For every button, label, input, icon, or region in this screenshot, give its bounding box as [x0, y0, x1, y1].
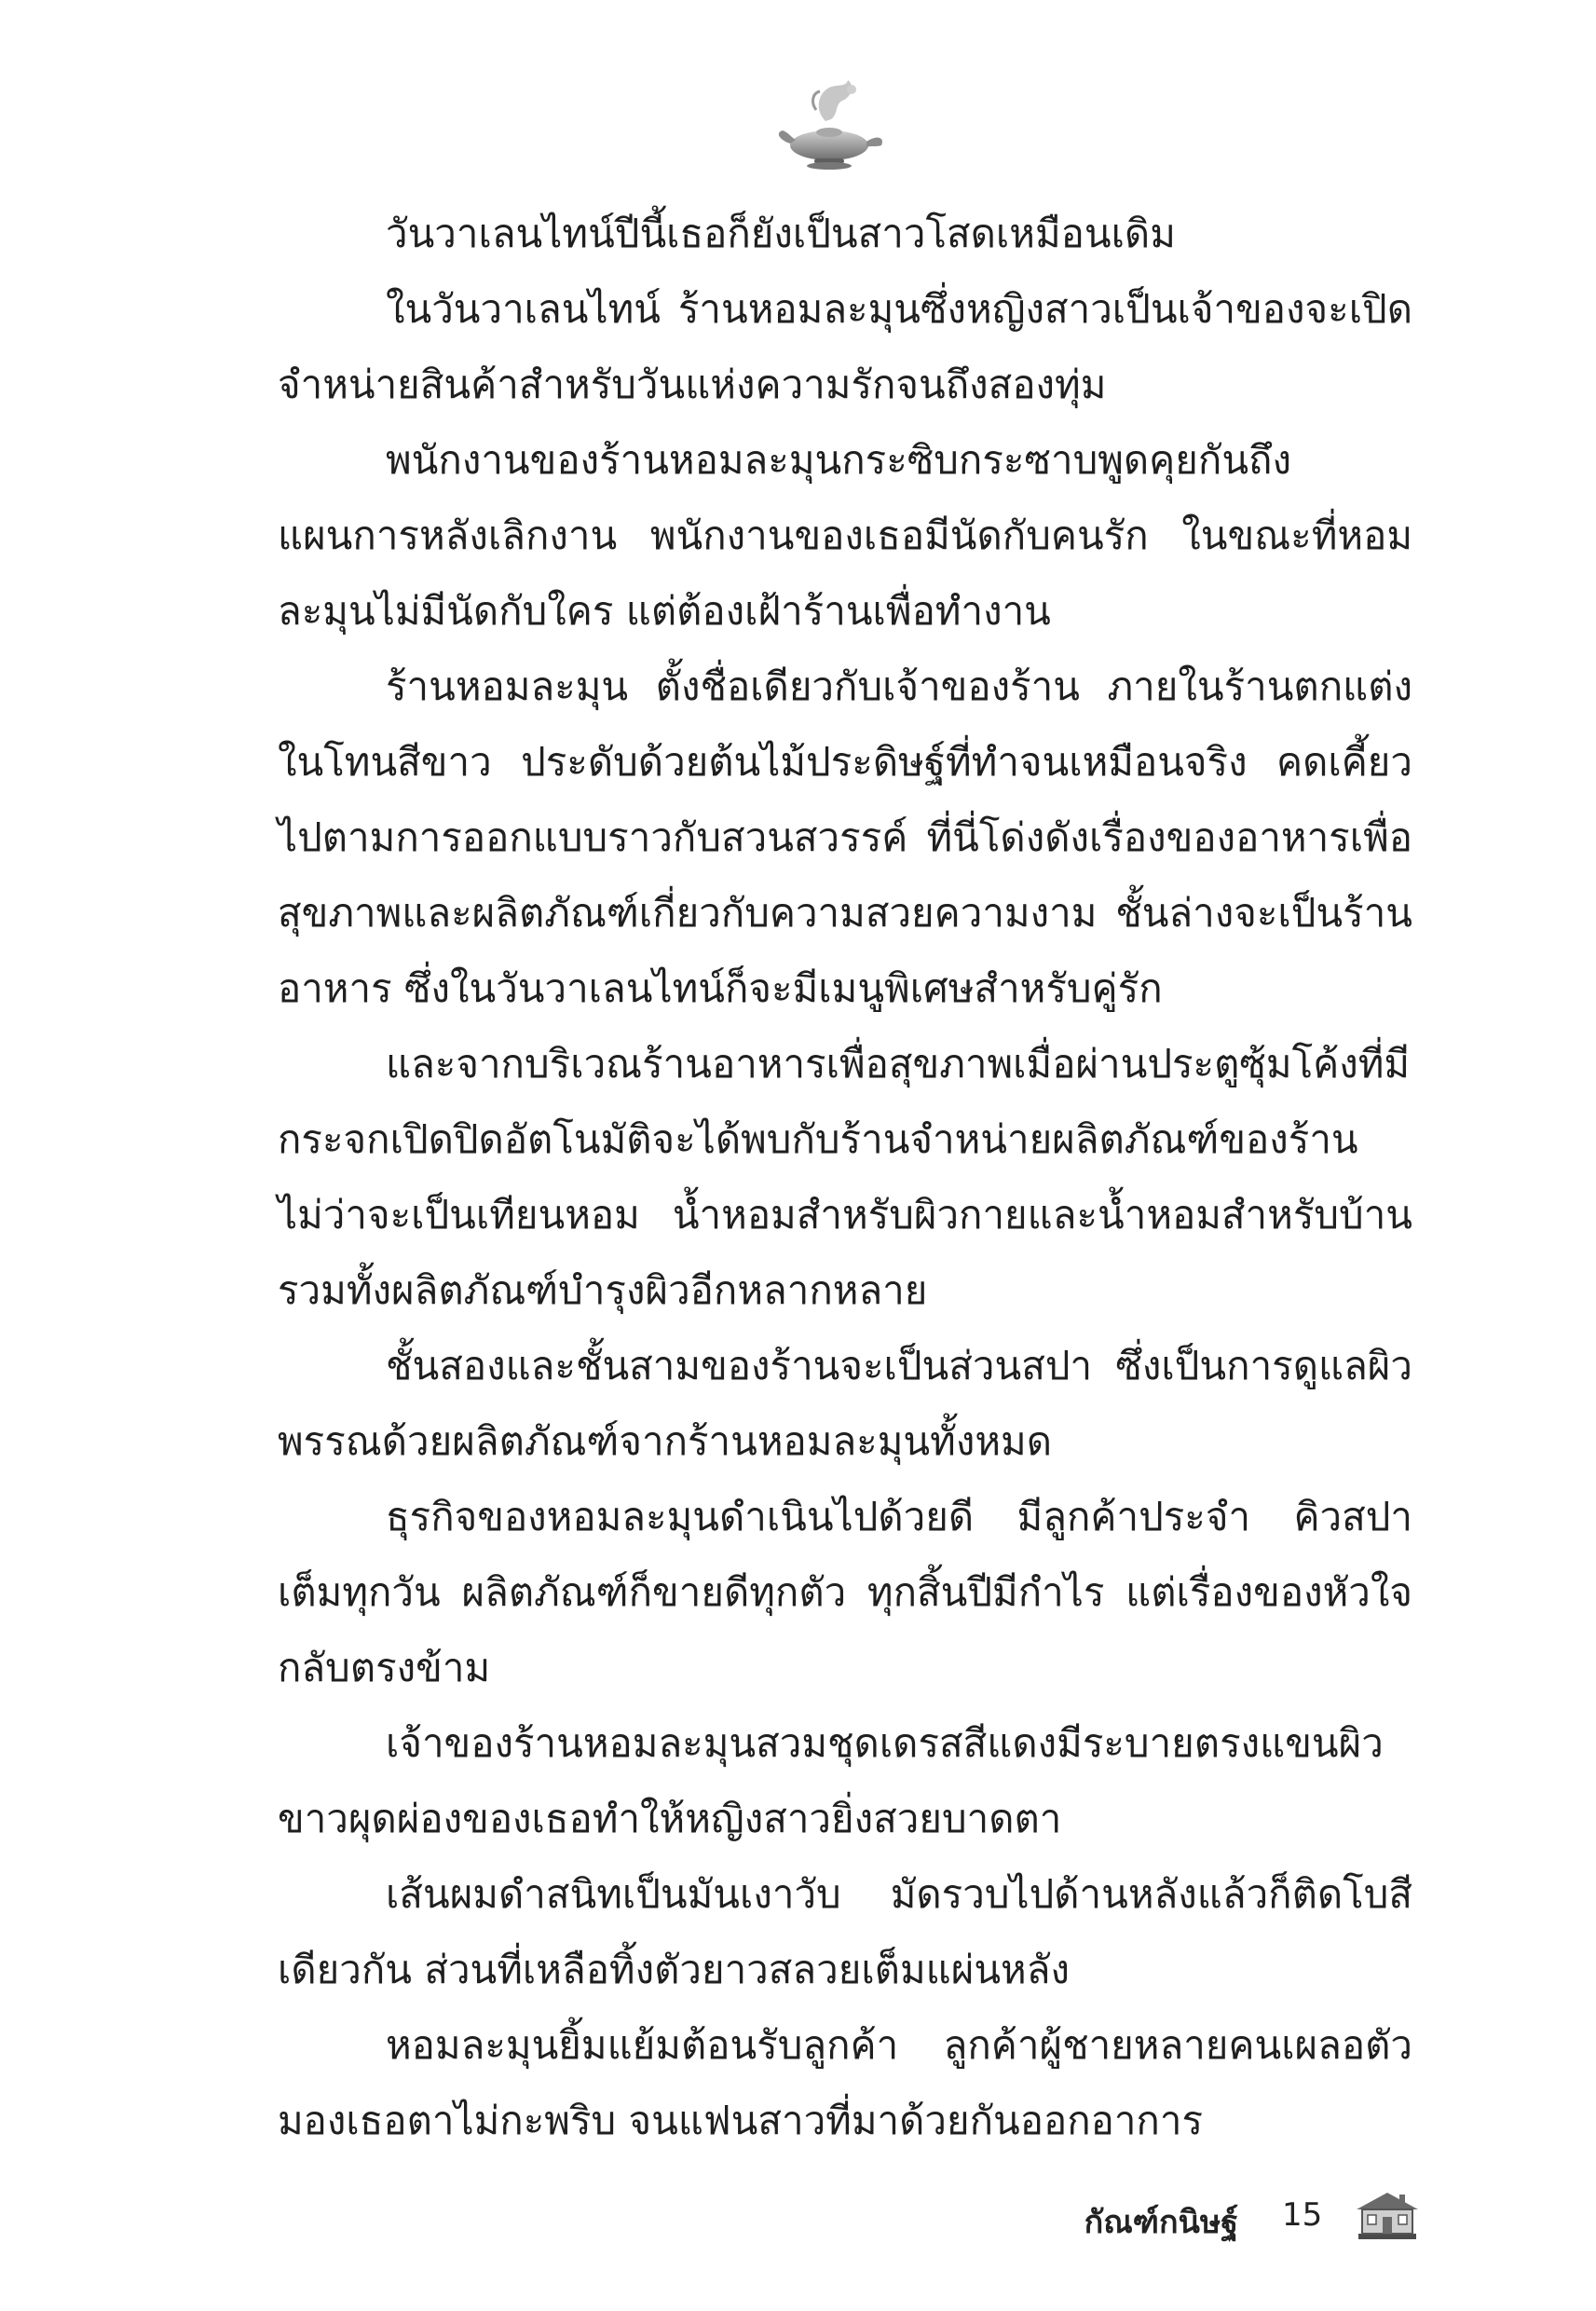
book-title: กัณฑ์กนิษฐ์ — [1084, 2204, 1238, 2241]
paragraph: วันวาเลนไทน์ปีนี้เธอก็ยังเป็นสาวโสดเหมือนเดิม — [386, 211, 1176, 256]
paragraph: เส้นผมดำสนิทเป็นมันเงาวับ มัดรวบไปด้านหลังแล้วก็ติดโบสีเดียวกัน ส่วนที่เหลือทิ้งตัวยาวสลวยเต็มแผ่นหลัง — [278, 1871, 1412, 1992]
paragraph: ในวันวาเลนไทน์ ร้านหอมละมุนซึ่งหญิงสาวเป็นเจ้าของจะเปิดจำหน่ายสินค้าสำหรับวันแห่งความรักจนถึงสองทุ่ม — [278, 286, 1412, 407]
paragraph: ร้านหอมละมุน ตั้งชื่อเดียวกับเจ้าของร้าน ภายในร้านตกแต่งในโทนสีขาว ประดับด้วยต้นไม้ประดิษฐ์ที่ทำจนเหมือนจริง คดเคี้ยวไปตามการออกแบบราวกับสวนสวรรค์ ที่นี่โด่งดังเรื่องของอาหารเพื่อสุขภาพและผลิตภัณฑ์เกี่ยวกับความสวยความงาม ชั้นล่างจะเป็นร้านอาหาร ซึ่งในวันวาเลนไทน์ก็จะมีเมนูพิเศษสำหรับคู่รัก — [278, 663, 1412, 1011]
page-footer — [0, 2185, 1596, 2260]
house-icon — [1353, 2189, 1422, 2241]
paragraph: ธุรกิจของหอมละมุนดำเนินไปด้วยดี มีลูกค้าประจำ คิวสปาเต็มทุกวัน ผลิตภัณฑ์ก็ขายดีทุกตัว ทุกสิ้นปีมีกำไร แต่เรื่องของหัวใจกลับตรงข้าม — [278, 1494, 1412, 1690]
paragraph: หอมละมุนยิ้มแย้มต้อนรับลูกค้า ลูกค้าผู้ชายหลายคนเผลอตัวมองเธอตาไม่กะพริบ จนแฟนสาวที่มาด้วยกันออกอาการ — [278, 2022, 1412, 2143]
paragraph: ชั้นสองและชั้นสามของร้านจะเป็นส่วนสปา ซึ่งเป็นการดูแลผิวพรรณด้วยผลิตภัณฑ์จากร้านหอมละมุนทั้งหมด — [278, 1343, 1412, 1464]
paragraph: และจากบริเวณร้านอาหารเพื่อสุขภาพเมื่อผ่านประตูซุ้มโค้งที่มีกระจกเปิดปิดอัตโนมัติจะได้พบกับร้านจำหน่ายผลิตภัณฑ์ของร้าน ไม่ว่าจะเป็นเทียนหอม น้ำหอมสำหรับผิวกายและน้ำหอมสำหรับบ้าน รวมทั้งผลิตภัณฑ์บำรุงผิวอีกหลากหลาย — [278, 1041, 1412, 1313]
page-number: 15 — [1282, 2196, 1323, 2234]
body-text — [278, 196, 1412, 2158]
magic-lamp-icon — [770, 73, 891, 175]
paragraph: พนักงานของร้านหอมละมุนกระซิบกระซาบพูดคุยกันถึงแผนการหลังเลิกงาน พนักงานของเธอมีนัดกับคนรัก ในขณะที่หอมละมุนไม่มีนัดกับใคร แต่ต้องเฝ้าร้านเพื่อทำงาน — [278, 437, 1412, 634]
paragraph: เจ้าของร้านหอมละมุนสวมชุดเดรสสีแดงมีระบายตรงแขนผิวขาวผุดผ่องของเธอทำให้หญิงสาวยิ่งสวยบาดตา — [278, 1720, 1384, 1841]
